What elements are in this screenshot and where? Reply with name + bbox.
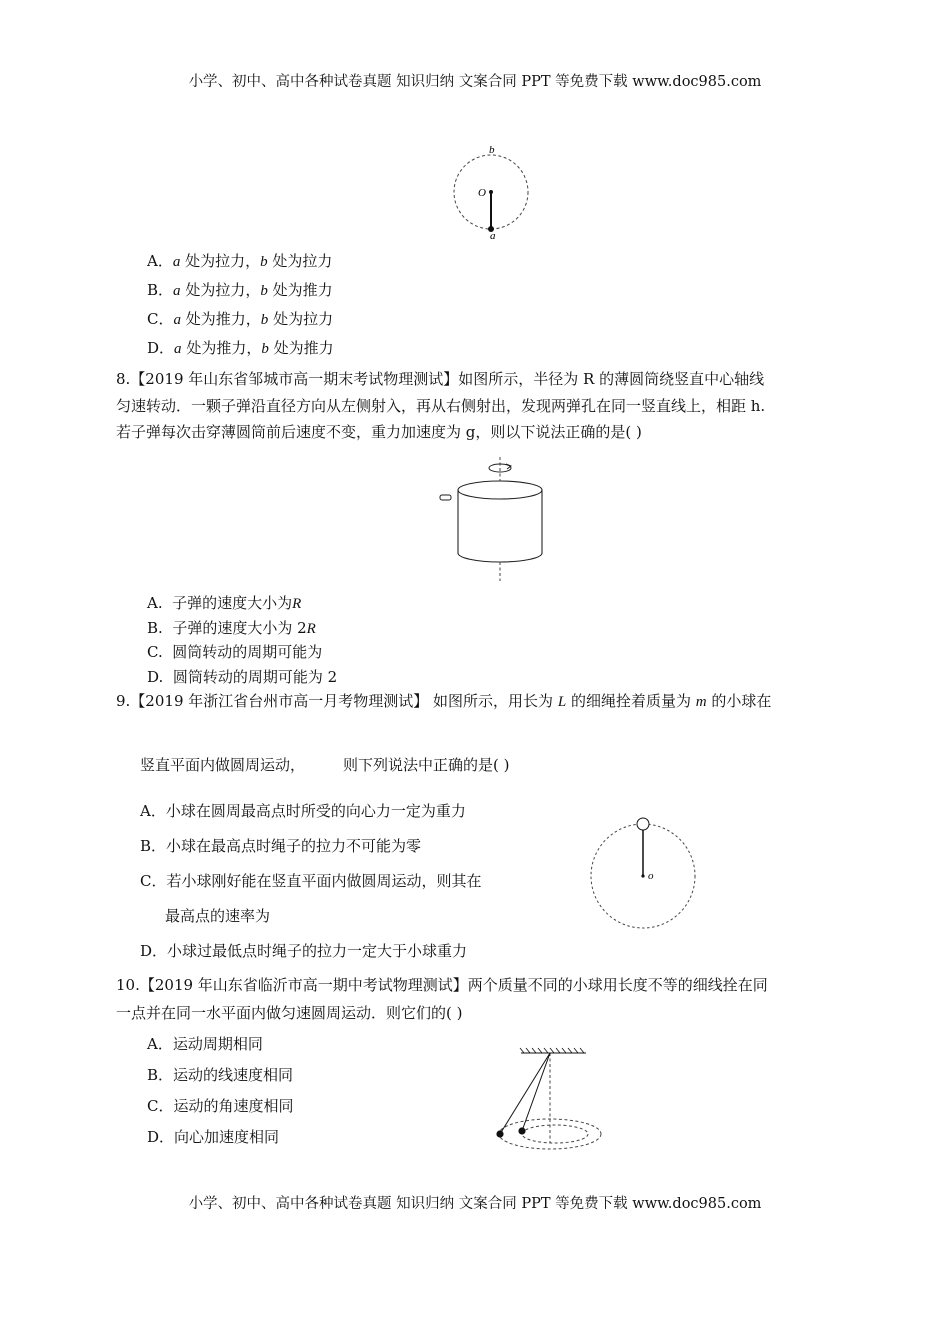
q10-line-2: 一点并在同一水平面内做匀速圆周运动．则它们的( ) [116,1004,463,1022]
inner-orbit [522,1125,588,1143]
label-o: O [478,187,486,199]
q8-option-d: D. 圆筒转动的周期可能为 2 [147,668,338,686]
ball-outer [496,1130,503,1137]
label-o: o [648,870,654,882]
page-header: 小学、初中、高中各种试卷真题 知识归纳 文案合同 PPT 等免费下载 www.doc985.com [188,74,762,90]
q9-option-b: B．小球在最高点时绳子的拉力不可能为零 [140,837,422,855]
q7-option-d: D．a 处为推力，b 处为推力 [147,339,334,357]
q8-option-c: C. 圆筒转动的周期可能为 [147,643,323,661]
outer-orbit [499,1119,601,1149]
ball [637,818,649,830]
q9-option-c: C．若小球刚好能在竖直平面内做圆周运动，则其在 [140,872,482,890]
q9-option-c-cont: 最高点的速率为 [165,907,271,925]
cylinder-bottom [458,553,542,562]
q9-option-a: A．小球在圆周最高点时所受的向心力一定为重力 [140,802,466,820]
q7-option-c: C．a 处为推力，b 处为拉力 [147,310,334,328]
q9-option-d: D．小球过最低点时绳子的拉力一定大于小球重力 [140,942,468,960]
q8-line-3: 若子弹每次击穿薄圆筒前后速度不变，重力加速度为 g，则以下说法正确的是( ) [116,423,642,441]
cylinder-top [458,481,542,499]
fig-vertical-circle-rod [440,140,540,240]
fig-conical-pendulums [488,1045,608,1155]
page-footer: 小学、初中、高中各种试卷真题 知识归纳 文案合同 PPT 等免费下载 www.doc985.com [188,1196,762,1212]
label-a: a [490,230,496,242]
q7-option-b: B．a 处为拉力，b 处为推力 [147,281,333,299]
center-dot [641,874,644,877]
label-b: b [489,144,495,156]
q8-option-a: A. 子弹的速度大小为R [147,594,302,612]
q10-option-a: A．运动周期相同 [147,1035,263,1053]
q9-line-1: 9.【2019 年浙江省台州市高一月考物理测试】 如图所示，用长为 L 的细绳拴着质量为 m 的小球在 [116,692,772,710]
q10-line-1: 10.【2019 年山东省临沂市高一期中考试物理测试】两个质量不同的小球用长度不等的细线拴在同 [116,976,768,994]
q10-option-c: C．运动的角速度相同 [147,1097,294,1115]
bullet [440,495,451,500]
ball-inner [518,1127,525,1134]
q7-option-a: A．a 处为拉力，b 处为拉力 [147,252,333,270]
fig-vertical-circle-ball [585,815,705,935]
fig-rotating-cylinder [430,455,560,585]
q8-option-b: B. 子弹的速度大小为 2R [147,619,316,637]
q9-line-2: 竖直平面内做圆周运动， 则下列说法中正确的是( ) [140,756,510,774]
q8-line-1: 8.【2019 年山东省邹城市高一期末考试物理测试】如图所示，半径为 R 的薄圆筒绕竖直中心轴线 [116,370,765,388]
center-dot [489,190,493,194]
q10-option-b: B．运动的线速度相同 [147,1066,294,1084]
q8-line-2: 匀速转动．一颗子弹沿直径方向从左侧射入，再从右侧射出，发现两弹孔在同一竖直线上，相距 h. [116,397,766,415]
q10-option-d: D．向心加速度相同 [147,1128,280,1146]
